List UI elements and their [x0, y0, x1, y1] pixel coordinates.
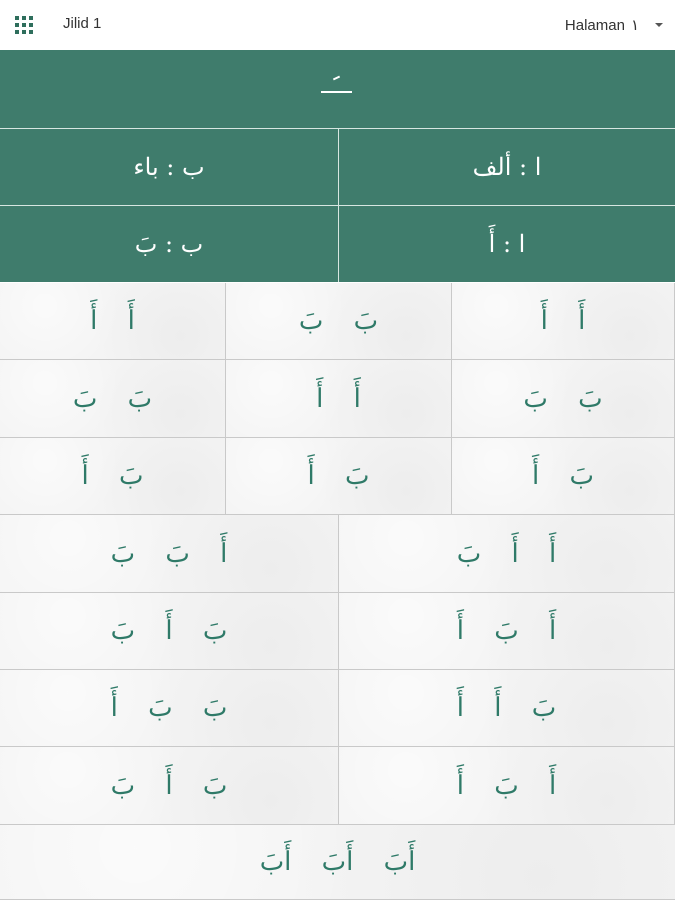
drill-text: بَ أَ	[81, 461, 144, 491]
drill-cell[interactable]	[0, 515, 339, 593]
drill-text: أَ أَ	[90, 306, 135, 336]
drill-text: بَ بَ	[298, 306, 379, 336]
drill-cell[interactable]	[226, 283, 452, 360]
drill-text: بَ أَ	[532, 461, 594, 491]
drill-text: أَ بَ أَ	[456, 616, 557, 646]
intro-ba-fatha: ب : بَ	[134, 230, 204, 258]
drill-cell[interactable]	[0, 283, 226, 360]
drill-cell[interactable]	[339, 593, 675, 670]
drill-cell[interactable]	[226, 360, 452, 438]
drill-text: بَ أَ بَ	[110, 770, 228, 801]
drill-cell[interactable]	[0, 593, 339, 670]
drill-cell[interactable]	[0, 747, 339, 825]
page-selector[interactable]	[565, 12, 667, 38]
fatha-mark-icon	[321, 91, 352, 93]
drill-cell[interactable]	[452, 283, 675, 360]
drill-cell[interactable]	[339, 670, 675, 747]
drill-cell[interactable]	[0, 670, 339, 747]
grid-menu-icon[interactable]	[15, 16, 33, 34]
caret-down-icon[interactable]	[655, 23, 663, 27]
drill-text: أَ أَ	[316, 383, 361, 414]
drill-text: أَ بَ أَ	[456, 770, 557, 801]
drill-cell[interactable]	[0, 360, 226, 438]
page-label: Halaman	[564, 16, 625, 34]
drill-cell[interactable]	[339, 515, 675, 593]
drill-text: أَ أَ	[540, 306, 586, 336]
drill-text: بَ أَ أَ	[456, 693, 557, 723]
drill-text: بَ بَ	[523, 383, 603, 414]
intro-ba-name: ب : باء	[133, 153, 205, 181]
intro-alif-fatha: ا : أَ	[488, 230, 526, 258]
drill-text: بَ أَ بَ	[110, 616, 228, 646]
drill-text: بَ بَ	[72, 383, 153, 414]
drill-cell[interactable]	[452, 360, 675, 438]
volume-label[interactable]: Jilid 1	[63, 15, 102, 32]
drill-text: أَ بَ بَ	[110, 538, 228, 569]
drill-cell[interactable]	[0, 825, 675, 900]
lesson-page	[0, 50, 675, 900]
drill-cell[interactable]	[452, 438, 675, 515]
top-bar	[0, 0, 675, 51]
drill-cell[interactable]	[339, 747, 675, 825]
page-number: ١	[630, 16, 639, 34]
drill-cell[interactable]	[0, 438, 226, 515]
drill-text: أَبَ أَبَ أَبَ	[259, 847, 416, 877]
intro-alif-name: ا : ألف	[472, 153, 542, 181]
drill-grid	[0, 283, 675, 900]
drill-text: أَ أَ بَ	[456, 538, 557, 569]
drill-cell[interactable]	[226, 438, 452, 515]
drill-text: بَ بَ أَ	[110, 693, 228, 723]
lesson-header	[0, 50, 675, 282]
drill-text: بَ أَ	[307, 461, 370, 491]
